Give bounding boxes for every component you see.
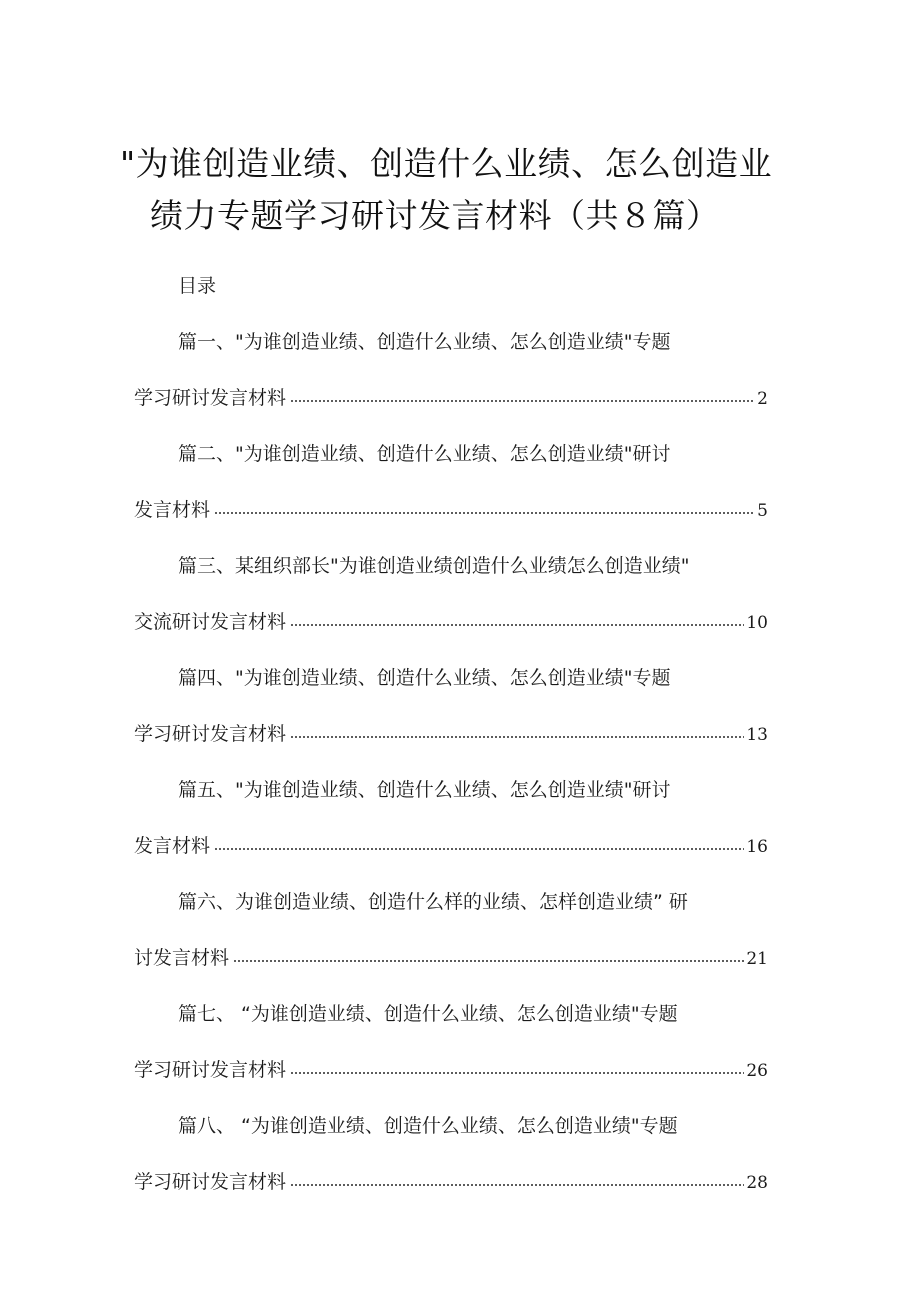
toc-page-number: 2	[757, 389, 768, 409]
dot-leader	[214, 847, 744, 851]
toc-entry-text: 交流研讨发言材料	[134, 611, 287, 633]
toc-entry-3-continuation[interactable]	[134, 608, 768, 637]
dot-leader	[290, 735, 744, 739]
toc-entry-1-title[interactable]: 篇一、"为谁创造业绩、创造什么业绩、怎么创造业绩"专题	[178, 331, 671, 353]
toc-page-number: 13	[746, 725, 768, 745]
dot-leader	[290, 399, 755, 403]
toc-page-number: 28	[746, 1173, 768, 1193]
toc-entry-8-title[interactable]: 篇八、 “为谁创造业绩、创造什么业绩、怎么创造业绩"专题	[178, 1115, 678, 1137]
toc-entry-text: 发言材料	[134, 499, 211, 521]
toc-entry-text: 讨发言材料	[134, 947, 230, 969]
toc-page-number: 10	[746, 613, 768, 633]
toc-entry-6-continuation[interactable]	[134, 944, 768, 973]
toc-entry-8-continuation[interactable]	[134, 1168, 768, 1197]
toc-entry-2-continuation[interactable]	[134, 496, 768, 525]
toc-page-number: 21	[746, 949, 768, 969]
toc-entry-text: 学习研讨发言材料	[134, 1059, 287, 1081]
toc-entry-2-title[interactable]: 篇二、"为谁创造业绩、创造什么业绩、怎么创造业绩"研讨	[178, 443, 671, 465]
dot-leader	[290, 1071, 744, 1075]
toc-entry-text: 学习研讨发言材料	[134, 723, 287, 745]
toc-entry-5-continuation[interactable]	[134, 832, 768, 861]
document-title	[120, 138, 820, 242]
dot-leader	[233, 959, 744, 963]
toc-entry-3-title[interactable]: 篇三、某组织部长"为谁创造业绩创造什么业绩怎么创造业绩"	[178, 555, 690, 577]
toc-entry-7-title[interactable]: 篇七、 “为谁创造业绩、创造什么业绩、怎么创造业绩"专题	[178, 1003, 678, 1025]
toc-entry-6-title[interactable]: 篇六、为谁创造业绩、创造什么样的业绩、怎样创造业绩” 研	[178, 891, 688, 913]
toc-entry-5-title[interactable]: 篇五、"为谁创造业绩、创造什么业绩、怎么创造业绩"研讨	[178, 779, 671, 801]
toc-heading: 目录	[178, 275, 217, 297]
toc-entry-text: 学习研讨发言材料	[134, 387, 287, 409]
toc-entry-text: 学习研讨发言材料	[134, 1171, 287, 1193]
toc-entry-text: 发言材料	[134, 835, 211, 857]
title-line-2: 绩力专题学习研讨发言材料（共８篇）	[150, 196, 720, 235]
toc-entry-4-continuation[interactable]	[134, 720, 768, 749]
toc-entry-7-continuation[interactable]	[134, 1056, 768, 1085]
toc-entry-1-continuation[interactable]	[134, 384, 768, 413]
dot-leader	[290, 1183, 744, 1187]
toc-page-number: 16	[746, 837, 768, 857]
dot-leader	[214, 511, 755, 515]
title-line-1: "为谁创造业绩、创造什么业绩、怎么创造业	[120, 144, 773, 183]
toc-page-number: 5	[757, 501, 768, 521]
dot-leader	[290, 623, 744, 627]
toc-entry-4-title[interactable]: 篇四、"为谁创造业绩、创造什么业绩、怎么创造业绩"专题	[178, 667, 671, 689]
toc-page-number: 26	[746, 1061, 768, 1081]
